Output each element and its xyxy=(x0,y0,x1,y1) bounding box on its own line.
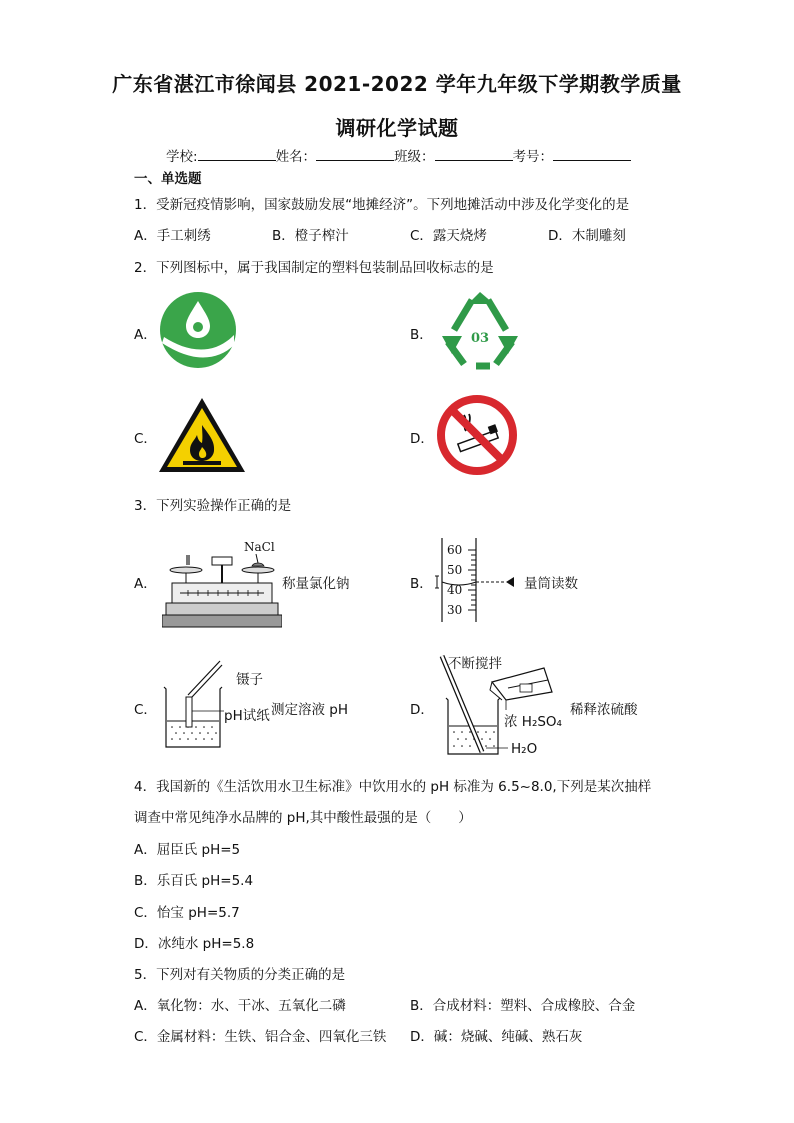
question-5-stem: 5．下列对有关物质的分类正确的是 xyxy=(134,967,346,983)
q1-option-b[interactable]: B．橙子榨汁 xyxy=(272,228,349,244)
q3-option-c-label[interactable]: C． xyxy=(134,702,157,718)
q3-b-caption: 量筒读数 xyxy=(524,576,578,592)
water-label: H₂O xyxy=(511,741,538,757)
recycle-code-text: 03 xyxy=(470,331,490,346)
exam-no-label: 考号： xyxy=(512,149,554,165)
q3-a-caption: 称量氯化钠 xyxy=(282,576,350,592)
question-3-stem: 3．下列实验操作正确的是 xyxy=(134,498,292,514)
tick-60: 60 xyxy=(447,543,463,557)
flammable-warning-sign-icon[interactable] xyxy=(157,395,247,475)
q4-option-c[interactable]: C．怡宝 pH=5.7 xyxy=(134,905,240,921)
no-smoking-sign-icon[interactable] xyxy=(436,395,518,475)
exam-no-blank[interactable] xyxy=(553,148,631,161)
q4-option-d[interactable]: D．冰纯水 pH=5.8 xyxy=(134,936,255,952)
q5-option-b[interactable]: B．合成材料：塑料、合成橡胶、合金 xyxy=(410,998,636,1014)
page-title-line-2: 调研化学试题 xyxy=(335,116,459,140)
class-blank[interactable] xyxy=(435,148,513,161)
name-blank[interactable] xyxy=(316,148,394,161)
q2-option-b-label[interactable]: B． xyxy=(410,327,433,343)
q5-option-a[interactable]: A．氧化物：水、干冰、五氧化二磷 xyxy=(134,998,346,1014)
question-1-stem: 1．受新冠疫情影响，国家鼓励发展“地摊经济”。下列地摊活动中涉及化学变化的是 xyxy=(134,197,630,213)
class-label: 班级： xyxy=(394,149,435,165)
name-label: 姓名： xyxy=(275,149,317,165)
student-info-line xyxy=(166,145,631,165)
q2-option-c-label[interactable]: C． xyxy=(134,431,157,447)
question-4-stem-line-2: 调查中常见纯净水品牌的 pH,其中酸性最强的是（ ） xyxy=(134,810,472,826)
tick-50: 50 xyxy=(447,563,463,577)
school-label: 学校: xyxy=(166,149,198,165)
q5-option-d[interactable]: D．碱：烧碱、纯碱、熟石灰 xyxy=(410,1029,583,1045)
question-2-stem: 2．下列图标中，属于我国制定的塑料包装制品回收标志的是 xyxy=(134,260,494,276)
stir-label: 不断搅拌 xyxy=(448,656,502,672)
q4-option-a[interactable]: A．屈臣氏 pH=5 xyxy=(134,842,241,858)
q1-option-c[interactable]: C．露天烧烤 xyxy=(410,228,487,244)
tweezer-label: 镊子 xyxy=(236,672,263,688)
section-heading: 一、单选题 xyxy=(134,171,202,187)
dilute-acid-diagram xyxy=(436,654,566,758)
q3-d-caption: 稀释浓硫酸 xyxy=(570,702,638,718)
tick-30: 30 xyxy=(447,603,463,617)
q3-option-b-label[interactable]: B． xyxy=(410,576,433,592)
q3-option-d-label[interactable]: D． xyxy=(410,702,434,718)
q2-option-a-label[interactable]: A． xyxy=(134,327,157,343)
school-blank[interactable] xyxy=(198,148,276,161)
ph-paper-label: pH试纸 xyxy=(224,708,270,724)
q5-option-c[interactable]: C．金属材料：生铁、铝合金、四氧化三铁 xyxy=(134,1029,387,1045)
question-4-stem-line-1: 4．我国新的《生活饮用水卫生标准》中饮用水的 pH 标准为 6.5~8.0,下列是某次抽样 xyxy=(134,779,652,795)
ph-test-beaker-diagram xyxy=(158,655,238,751)
q1-option-d[interactable]: D．木制雕刻 xyxy=(548,228,626,244)
plastic-recycle-sign-icon[interactable] xyxy=(436,290,524,370)
water-saving-sign-icon[interactable] xyxy=(158,291,238,369)
nacl-label: NaCl xyxy=(244,540,275,554)
q2-option-d-label[interactable]: D． xyxy=(410,431,434,447)
page-title-line-1: 广东省湛江市徐闻县 2021-2022 学年九年级下学期教学质量 xyxy=(112,72,682,96)
q3-c-caption: 测定溶液 pH xyxy=(271,702,349,718)
q1-option-a[interactable]: A．手工刺绣 xyxy=(134,228,211,244)
q4-option-b[interactable]: B．乐百氏 pH=5.4 xyxy=(134,873,254,889)
tick-40: 40 xyxy=(447,583,463,597)
balance-scale-diagram xyxy=(162,535,282,631)
conc-acid-label: 浓 H₂SO₄ xyxy=(504,714,562,730)
q3-option-a-label[interactable]: A． xyxy=(134,576,157,592)
